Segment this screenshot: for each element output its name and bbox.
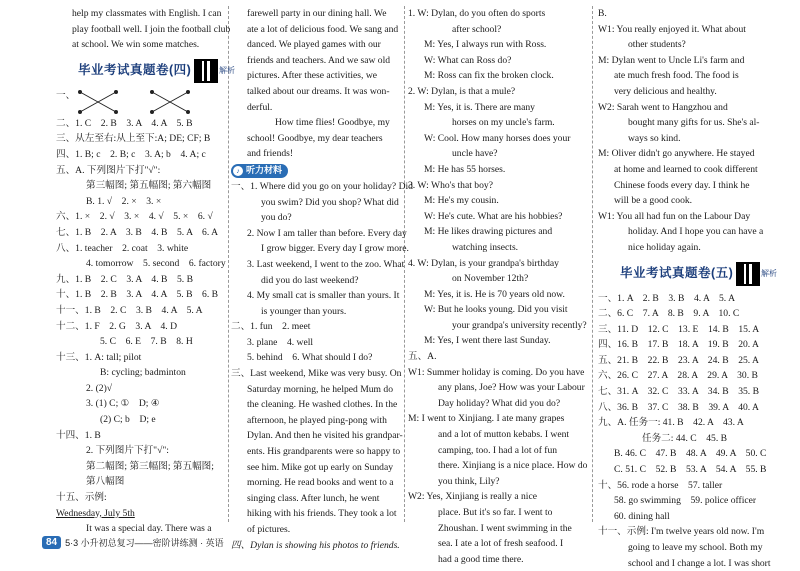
answer-line: 十一、示例: I'm twelve years old now. I'm xyxy=(598,526,765,538)
dialogue-line: other students? xyxy=(628,39,686,51)
exam-title-4 xyxy=(56,57,235,85)
exam-title-text: 毕业考试真题卷(五) xyxy=(620,265,734,280)
answer-line: 第二幅图; 第三幅图; 第五幅图; xyxy=(86,460,214,472)
dialogue-line: W: What can Ross do? xyxy=(424,54,512,66)
answer-line: 二、6. C 7. A 8. B 9. A 10. C xyxy=(598,308,740,320)
dialogue-line: will be a good cook. xyxy=(614,195,693,207)
dialogue-line: M: Ross can fix the broken clock. xyxy=(424,70,554,82)
answer-line: C. 51. C 52. B 53. A 54. A 55. B xyxy=(614,464,767,476)
dialogue-line: 1. W: Dylan, do you often do sports xyxy=(408,8,546,19)
dialogue-line: Zhoushan. I went swimming in the xyxy=(438,522,572,534)
dialogue-line: horses on my uncle's farm. xyxy=(452,117,555,129)
dialogue-line: W2: Yes, Xinjiang is really a nice xyxy=(408,491,537,503)
answer-line: 四、1. B; c 2. B; c 3. A; b 4. A; c xyxy=(56,148,206,160)
text-line: is younger than yours. xyxy=(261,305,347,317)
dialogue-line: 4. W: Dylan, is your grandpa's birthday xyxy=(408,257,559,269)
dialogue-line: M: Yes, it is. There are many xyxy=(424,101,535,113)
answer-line: 九、1. B 2. C 3. A 4. B 5. B xyxy=(56,273,193,285)
qr-code-icon xyxy=(194,59,218,83)
page-footer xyxy=(42,536,224,549)
qr-label: 解析 xyxy=(761,269,777,278)
answer-line: 四、16. B 17. B 18. A 19. B 20. A xyxy=(598,339,759,351)
column-4 xyxy=(598,6,777,571)
dialogue-line: Chinese foods every day. I think he xyxy=(614,179,750,191)
text-line: you do? xyxy=(261,212,292,224)
footer-text: 5·3 小升初总复习——密阶讲练测 · 英语 xyxy=(65,538,224,548)
answer-line: B. 1. √ 2. × 3. × xyxy=(86,195,162,207)
text-line: 3. Last weekend, I went to the zoo. What xyxy=(247,258,405,270)
dialogue-line: W1: You all had fun on the Labour Day xyxy=(598,210,751,222)
dialogue-line: M: He's my cousin. xyxy=(424,195,499,207)
qr-label: 解析 xyxy=(219,66,235,76)
answer-line: 十、1. B 2. B 3. A 4. A 5. B 6. B xyxy=(56,289,219,301)
exam-title-text: 毕业考试真题卷(四) xyxy=(78,62,192,77)
text-line: did you do last weekend? xyxy=(261,274,359,286)
answer-line: 八、36. B 37. C 38. B 39. A 40. A xyxy=(598,401,759,413)
answer-line: 八、1. teacher 2. coat 3. white xyxy=(56,242,189,254)
dialogue-line: M: He likes drawing pictures and xyxy=(424,226,553,238)
dialogue-line: 五、A. xyxy=(408,351,437,363)
text-line: pictures. After these activities, we xyxy=(247,70,378,82)
text-line: play football well. I join the football club xyxy=(72,23,231,35)
text-line: ate a lot of delicious food. We sang and xyxy=(247,23,399,35)
text-line: school! Goodbye, my dear teachers xyxy=(247,132,383,144)
dialogue-line: holiday. And I hope you can have a xyxy=(628,226,764,238)
text-line: 3. plane 4. well xyxy=(247,336,314,348)
dialogue-line: on November 12th? xyxy=(452,273,529,285)
answer-line: 十三、1. A: tall; pilot xyxy=(56,351,142,363)
exam-title-5 xyxy=(598,260,777,288)
text-line: 4. My small cat is smaller than yours. It xyxy=(247,290,400,302)
answer-line: 七、31. A 32. C 33. A 34. B 35. B xyxy=(598,386,759,398)
section-label: 一、 xyxy=(56,89,76,101)
text-line: 三、Last weekend, Mike was very busy. On xyxy=(231,368,402,380)
answer-line: 3. (1) C; ① D; ④ xyxy=(86,398,160,410)
text-line: afternoon, he played ping-pong with xyxy=(247,414,387,426)
dialogue-line: uncle have? xyxy=(452,148,498,160)
dialogue-line: watching insects. xyxy=(452,241,519,253)
dialogue-line: M: Yes, it is. He is 70 years old now. xyxy=(424,288,565,300)
dialogue-line: there. Xinjiang is a nice place. How do xyxy=(438,460,588,472)
answer-line: 十、56. rode a horse 57. taller xyxy=(598,479,723,491)
dialogue-line: W: Cool. How many horses does your xyxy=(424,132,571,144)
dialogue-line: W: He's cute. What are his hobbies? xyxy=(424,210,563,222)
answer-line: 十四、1. B xyxy=(56,429,101,441)
dialogue-line: M: I went to Xinjiang. I ate many grapes xyxy=(408,413,565,425)
text-line: ents. His grandparents were so happy to xyxy=(247,446,401,458)
answer-line: (2) C; b D; e xyxy=(100,414,156,426)
column-1 xyxy=(56,6,235,537)
text-line: 二、1. fun 2. meet xyxy=(231,321,311,333)
dialogue-line: any plans, Joe? How was your Labour xyxy=(438,382,585,394)
dialogue-line: place. But it's so far. I went to xyxy=(438,507,553,518)
answer-line: 60. dining hall xyxy=(614,510,670,522)
answer-line: 五、A. 下列图片下打"√": xyxy=(56,164,161,176)
page-number: 84 xyxy=(42,536,61,549)
qr-code-icon xyxy=(736,262,760,286)
dialogue-line: M: He has 55 horses. xyxy=(424,163,506,175)
answer-line: 一、1. A 2. B 3. B 4. A 5. A xyxy=(598,292,735,304)
text-line: of pictures. xyxy=(247,524,291,535)
answer-line: B: cycling; badminton xyxy=(100,367,186,379)
answer-line: 十二、1. F 2. G 3. A 4. D xyxy=(56,320,177,332)
listening-material-tag xyxy=(231,164,288,178)
dialogue-line: bought many gifts for us. She's al- xyxy=(628,117,760,129)
dialogue-line: ways so kind. xyxy=(628,132,681,144)
dialogue-line: at home and learned to cook different xyxy=(614,163,758,175)
answer-line: 三、11. D 12. C 13. E 14. B 15. A xyxy=(598,323,760,335)
answer-line: 五、21. B 22. B 23. A 24. B 25. A xyxy=(598,354,759,366)
dialogue-line: sea. I ate a lot of fresh seafood. I xyxy=(438,538,564,550)
dialogue-line: M: Yes, I always run with Ross. xyxy=(424,39,547,51)
dialogue-line: after school? xyxy=(452,23,502,35)
text-line: 2. Now I am taller than before. Every day xyxy=(247,227,407,239)
matching-diagram xyxy=(56,88,228,116)
answer-line: 六、1. × 2. √ 3. × 4. √ 5. × 6. √ xyxy=(56,211,213,223)
dialogue-line: W1: You really enjoyed it. What about xyxy=(598,23,746,35)
text-line: help my classmates with English. I can xyxy=(72,8,222,19)
text-line: and friends! xyxy=(247,148,294,160)
text-line: Saturday morning, he helped Mum do xyxy=(247,383,394,395)
dialogue-line: you think, Lily? xyxy=(438,475,500,487)
answer-line: 4. tomorrow 5. second 6. factory xyxy=(86,258,226,270)
answer-line: 十一、1. B 2. C 3. B 4. A 5. A xyxy=(56,304,203,316)
answer-line: 十五、示例: xyxy=(56,492,107,504)
answer-line: Wednesday, July 5th xyxy=(56,507,135,519)
answer-line: 2. 下列图片下打"√": xyxy=(86,445,169,457)
dialogue-line: very delicious and healthy. xyxy=(614,85,717,97)
dialogue-line: nice holiday again. xyxy=(628,241,701,253)
dialogue-line: 2. W: Dylan, is that a mule? xyxy=(408,85,516,97)
answer-line: 六、26. C 27. A 28. A 29. A 30. B xyxy=(598,370,758,382)
text-line: 四、Dylan is showing his photos to friends. xyxy=(231,539,400,551)
answer-line: 58. go swimming 59. police officer xyxy=(614,495,757,507)
matching-lines-icon xyxy=(76,88,236,116)
answer-line: 第三幅图; 第五幅图; 第六幅图 xyxy=(86,180,212,192)
text-line: at school. We win some matches. xyxy=(72,39,200,51)
answer-line: school and I change a lot. I was short xyxy=(628,557,771,569)
answer-line: going to leave my school. Both my xyxy=(628,542,763,553)
text-line: morning. He read books and went to a xyxy=(247,477,394,489)
dialogue-line: M: Yes, I went there last Sunday. xyxy=(424,335,551,347)
dialogue-line: M: Oliver didn't go anywhere. He stayed xyxy=(598,148,755,160)
text-line: the cleaning. He washed clothes. In the xyxy=(247,399,398,411)
answer-line: 5. C 6. E 7. B 8. H xyxy=(100,336,193,348)
text-line: hiking with his friends. They took a lot xyxy=(247,508,397,520)
dialogue-line: 3. W: Who's that boy? xyxy=(408,179,493,191)
text-line: singing class. After lunch, he went xyxy=(247,492,380,504)
dialogue-line: and a lot of mutton kebabs. I went xyxy=(438,429,570,441)
text-line: 一、1. Where did you go on your holiday? Did xyxy=(231,180,413,192)
dialogue-line: ate much fresh food. The food is xyxy=(614,70,739,82)
answer-line: 2. (2)√ xyxy=(86,382,113,394)
dialogue-line: had a good time there. xyxy=(438,553,524,565)
dialogue-line: W: But he looks young. Did you visit xyxy=(424,304,568,316)
text-line: see him. Mike got up early on Sunday xyxy=(247,461,394,473)
dialogue-line: W1: Summer holiday is coming. Do you have xyxy=(408,366,585,378)
dialogue-line: B. xyxy=(598,8,607,19)
answer-line: 第八幅图 xyxy=(86,476,125,488)
text-line: 5. behind 6. What should I do? xyxy=(247,352,373,364)
answer-line: 九、A. 任务一: 41. B 42. A 43. A xyxy=(598,417,744,429)
dialogue-line: Day holiday? What did you do? xyxy=(438,397,561,409)
dialogue-line: your grandpa's university recently? xyxy=(452,319,587,331)
text-line: Dylan. And then he visited his grandpar- xyxy=(247,430,403,442)
headphones-icon: ♪ xyxy=(233,166,243,176)
answer-line: 三、从左至右:从上至下:A; DE; CF; B xyxy=(56,133,211,145)
dialogue-line: M: Dylan went to Uncle Li's farm and xyxy=(598,54,745,66)
text-line: you swim? Did you shop? What did xyxy=(261,196,399,208)
tag-label: 听力材料 xyxy=(246,165,283,176)
text-line: I grow bigger. Every day I grow more. xyxy=(261,243,409,255)
column-3 xyxy=(408,6,588,567)
dialogue-line: camping, too. I had a lot of fun xyxy=(438,444,558,456)
text-line: friends and teachers. And we saw old xyxy=(247,54,391,66)
text-line: danced. We played games with our xyxy=(247,39,381,51)
text-line: talked about our dreams. It was won- xyxy=(247,85,390,97)
column-2 xyxy=(231,6,413,553)
text-line: derful. xyxy=(247,101,273,113)
answer-line: 二、1. C 2. B 3. A 4. A 5. B xyxy=(56,117,193,129)
answer-line: 任务二: 44. C 45. B xyxy=(642,432,728,444)
text-line: How time flies! Goodbye, my xyxy=(275,117,390,129)
answer-line: 七、1. B 2. A 3. B 4. B 5. A 6. A xyxy=(56,226,219,238)
answer-line: It was a special day. There was a xyxy=(86,523,212,535)
text-line: farewell party in our dining hall. We xyxy=(247,8,387,19)
answer-line: B. 46. C 47. B 48. A 49. A 50. C xyxy=(614,448,767,460)
dialogue-line: W2: Sarah went to Hangzhou and xyxy=(598,101,728,113)
